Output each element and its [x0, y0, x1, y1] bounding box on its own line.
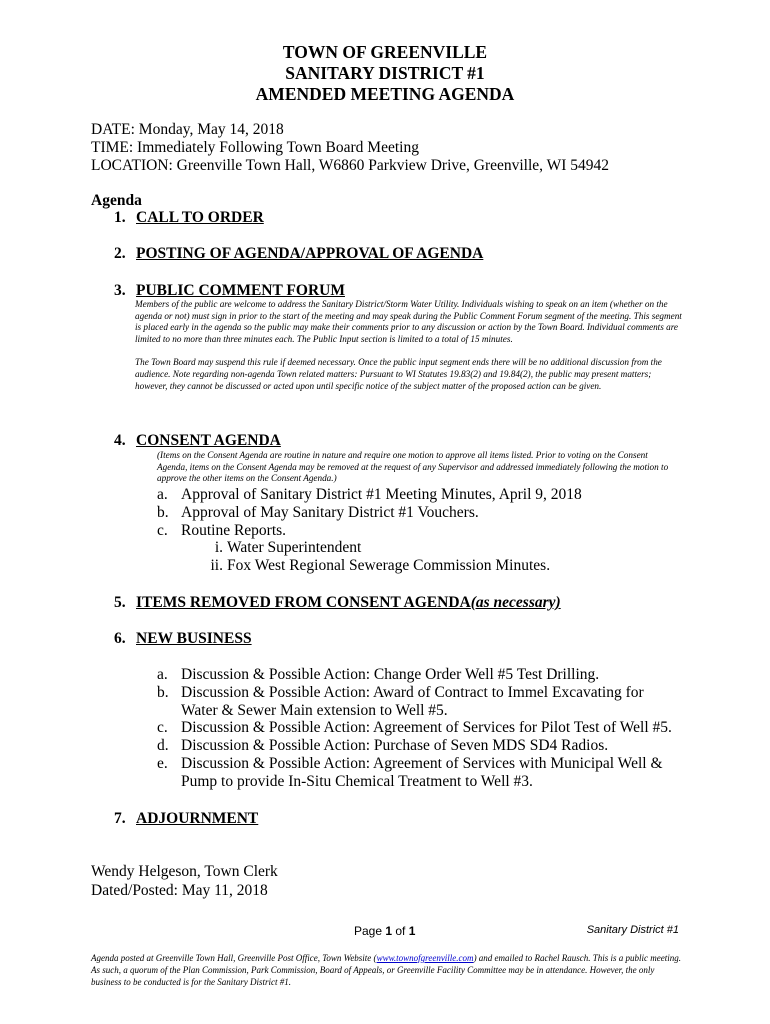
section-number: 5.: [114, 594, 126, 611]
section-number: 6.: [114, 630, 126, 647]
meeting-location: LOCATION: Greenville Town Hall, W6860 Parkview Drive, Greenville, WI 54942: [91, 157, 610, 174]
dated-posted: Dated/Posted: May 11, 2018: [91, 882, 268, 899]
footer-district-label: Sanitary District #1: [586, 924, 679, 936]
section-heading: CALL TO ORDER: [136, 209, 264, 226]
list-item: e. Discussion & Possible Action: Agreement of Services with Municipal Well & Pump to provide In-Situ Chemical Treatment to Well #3.: [157, 754, 663, 790]
public-comment-rules: Members of the public are welcome to address the Sanitary District/Storm Water Utility. Individuals wishing to speak on an item (whether on the agenda or not) must sign in prior to the start of the meeting and may speak during the Public Comment Forum segment of the meeting. This segment is placed early in the agenda so the public may make their comments prior to any discussion or action by the Town Board. Individual comments are limited to no more than three minutes each. The Public Input section is limited to a total of 15 minutes.: [135, 299, 682, 344]
section-items-removed: [114, 594, 561, 612]
list-item: a. Discussion & Possible Action: Change Order Well #5 Test Drilling.: [157, 666, 600, 683]
section-number: 1.: [114, 209, 126, 226]
section-heading: NEW BUSINESS: [136, 630, 252, 647]
posting-footnote: Agenda posted at Greenville Town Hall, Greenville Post Office, Town Website (www.townofgreenville.com) and emailed to Rachel Rausch. This is a public meeting. As such, a quorum of the Plan Commission, Park Commission, Board of Appeals, or Greenville Facility Committee may be in attendance. However, the only business to be conducted is for the Sanitary District #1.: [91, 953, 682, 987]
section-heading: PUBLIC COMMENT FORUM: [136, 282, 345, 299]
public-comment-notes: [135, 299, 683, 392]
agenda-title: AMENDED MEETING AGENDA: [255, 84, 515, 104]
list-item: c. Routine Reports.: [157, 521, 287, 539]
list-item: b. Discussion & Possible Action: Award of Contract to Immel Excavating for Water & Sewer Main extension to Well #5.: [157, 683, 644, 719]
sub-list-item: i. Water Superintendent: [214, 539, 362, 557]
section-number: 4.: [114, 432, 126, 449]
section-heading: ADJOURNMENT: [136, 810, 259, 827]
list-item: b. Approval of May Sanitary District #1 Vouchers.: [157, 503, 479, 521]
district-title: SANITARY DISTRICT #1: [285, 63, 485, 83]
sub-list-item: ii. Fox West Regional Sewerage Commission Minutes.: [210, 557, 551, 575]
section-number: 2.: [114, 245, 126, 262]
town-website-link[interactable]: www.townofgreenville.com: [376, 953, 474, 963]
consent-agenda-note: (Items on the Consent Agenda are routine in nature and require one motion to approve all items listed. Prior to voting on the Consent Agenda, items on the Consent Agenda may be removed at the request of any Supervisor and addressed immediately following the motion to approve the other items on the Consent Agenda.): [157, 450, 669, 484]
clerk-signature: Wendy Helgeson, Town Clerk: [91, 863, 278, 880]
section-call-to-order: [114, 209, 264, 227]
public-comment-suspension-note: The Town Board may suspend this rule if deemed necessary. Once the public input segment ends there will be no additional discussion from the audience. Note regarding non-agenda Town related matters: Pursuant to WI Statutes 19.83(2) and 19.84(2), the public may present matters; however, they cannot be discussed or acted upon until specific notice of the subject matter of the proposed action can be given.: [135, 357, 662, 391]
meeting-date: DATE: Monday, May 14, 2018: [91, 121, 284, 138]
section-heading: CONSENT AGENDA: [136, 432, 281, 449]
section-number: 3.: [114, 282, 126, 299]
town-title: TOWN OF GREENVILLE: [282, 42, 488, 62]
section-posting-of-agenda: [114, 245, 483, 263]
list-item: c. Discussion & Possible Action: Agreement of Services for Pilot Test of Well #5.: [157, 719, 672, 737]
meeting-time: TIME: Immediately Following Town Board Meeting: [91, 139, 419, 156]
section-number: 7.: [114, 810, 126, 827]
section-new-business: [114, 630, 252, 648]
page-number: Page 1 of 1: [354, 924, 416, 938]
section-public-comment-forum: [114, 282, 345, 300]
list-item: d. Discussion & Possible Action: Purchase of Seven MDS SD4 Radios.: [157, 737, 609, 755]
list-item: a. Approval of Sanitary District #1 Meeting Minutes, April 9, 2018: [157, 486, 582, 503]
section-heading: POSTING OF AGENDA/APPROVAL OF AGENDA: [136, 245, 484, 262]
consent-agenda-items: [157, 486, 677, 575]
section-heading-suffix: (as necessary): [470, 594, 561, 611]
section-consent-agenda: [114, 432, 281, 450]
agenda-label: Agenda: [91, 192, 142, 209]
section-heading: ITEMS REMOVED FROM CONSENT AGENDA(as necessary): [136, 594, 561, 611]
section-adjournment: [114, 810, 258, 828]
new-business-items: [157, 666, 677, 791]
